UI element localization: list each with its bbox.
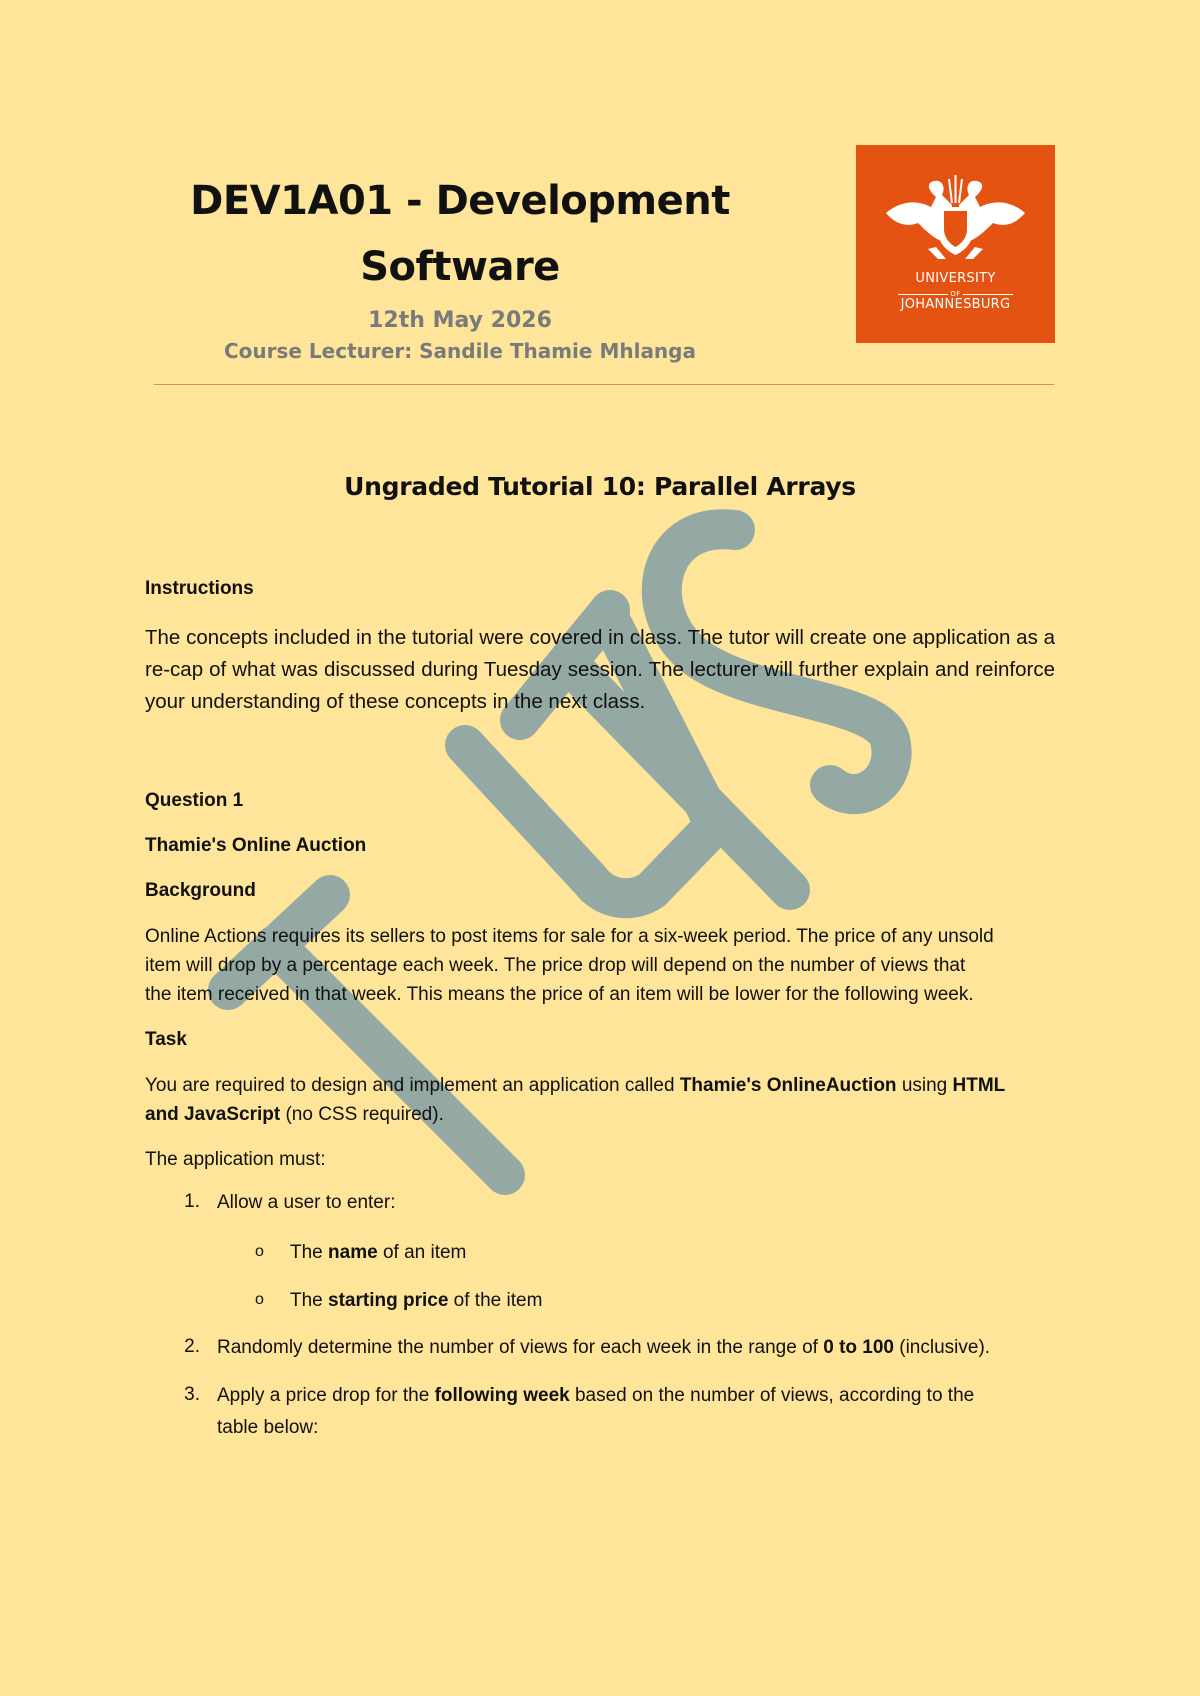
background-line2: item will drop by a percentage each week. The price drop will depend on the number of views that — [145, 955, 966, 976]
list-item-number: 2. — [184, 1336, 200, 1357]
bullet-icon: o — [255, 1243, 264, 1260]
task-heading: Task — [145, 1029, 187, 1050]
list-item-continuation: table below: — [217, 1417, 319, 1438]
logo-line2: OF — [950, 290, 961, 298]
instructions-heading: Instructions — [145, 578, 254, 599]
header-divider — [154, 384, 1054, 385]
list-item: Allow a user to enter: — [217, 1192, 396, 1213]
course-title-line2: Software — [360, 244, 560, 290]
logo-divider-right — [963, 294, 1013, 295]
list-item-number: 3. — [184, 1384, 200, 1405]
course-title-line1: DEV1A01 - Development — [190, 178, 730, 224]
list-item: Apply a price drop for the following week based on the number of views, according to the — [217, 1385, 975, 1406]
background-heading: Background — [145, 880, 256, 901]
background-line3: the item received in that week. This means the price of an item will be lower for the following week. — [145, 984, 974, 1005]
logo-line1: UNIVERSITY — [915, 271, 996, 286]
instructions-body: The concepts included in the tutorial were covered in class. The tutor will create one application as a re-cap of what was discussed during Tuesday session. The lecturer will further explain and reinforce your understanding of these concepts in the next class. — [145, 626, 1055, 713]
eagles-crest-icon — [856, 145, 1055, 343]
application-must: The application must: — [145, 1149, 326, 1170]
sub-list-item: The name of an item — [290, 1242, 467, 1263]
task-line2: and JavaScript (no CSS required). — [145, 1104, 444, 1125]
tutorial-title: Ungraded Tutorial 10: Parallel Arrays — [344, 472, 856, 501]
question-heading: Question 1 — [145, 790, 244, 811]
list-item-number: 1. — [184, 1191, 200, 1212]
list-item: Randomly determine the number of views for each week in the range of 0 to 100 (inclusive). — [217, 1337, 991, 1358]
bullet-icon: o — [255, 1291, 264, 1308]
document-date: 12th May 2026 — [368, 308, 552, 333]
university-logo — [856, 145, 1055, 343]
logo-line3: JOHANNESBURG — [900, 297, 1011, 312]
question-subtitle: Thamie's Online Auction — [145, 835, 367, 856]
background-line1: Online Actions requires its sellers to post items for sale for a six-week period. The price of any unsold — [145, 926, 994, 947]
course-lecturer: Course Lecturer: Sandile Thamie Mhlanga — [223, 339, 696, 363]
task-line1: You are required to design and implement an application called Thamie's OnlineAuction using HTML — [145, 1075, 1006, 1096]
sub-list-item: The starting price of the item — [290, 1290, 543, 1311]
